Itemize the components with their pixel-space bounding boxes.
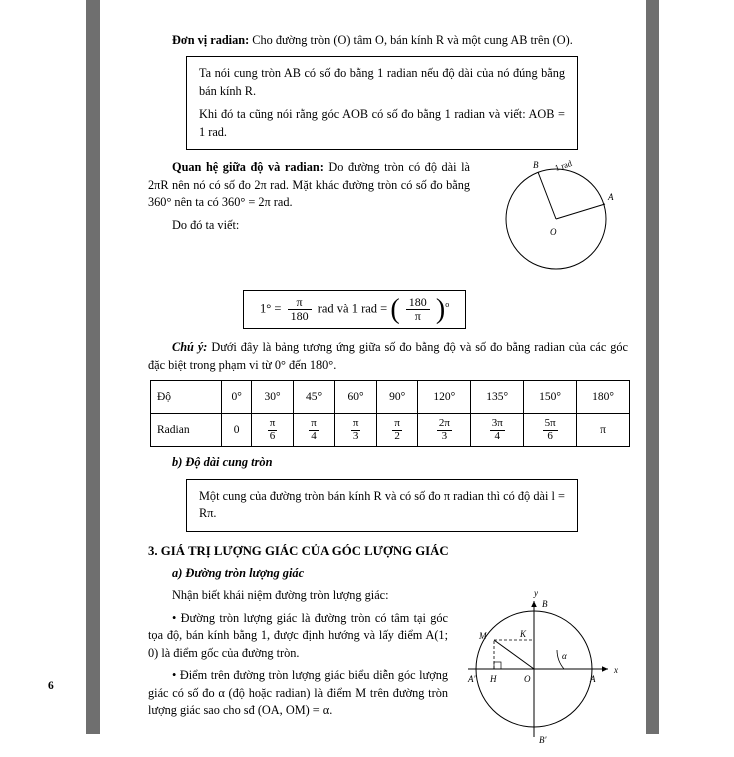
table-cell-degree: 180° [577,381,630,414]
subsection-a-title: a) Đường tròn lượng giác [172,565,305,580]
unit-circle-figure [438,583,638,755]
formula-lead: 1° = [260,301,282,316]
circle-label-B-top: B [542,599,548,610]
table-cell-degree: 150° [524,381,577,414]
trig-bullet-1: • Đường tròn lượng giác là đường tròn có tâm tại góc tọa độ, bán kính bằng 1, được định hướng và lấy điểm A(1; 0) là điểm gốc của đường tròn. [148,610,448,660]
page-margin-left [0,0,86,734]
table-cell-degree: 0° [222,381,252,414]
circle-label-B: B [533,160,539,171]
table-cell-radian [293,414,335,447]
table-cell-degree: 45° [293,381,335,414]
table-cell-radian [222,414,252,447]
table-cell-radian-num: π [311,417,317,430]
paragraph-radian-definition [148,32,628,49]
table-cell-radian [335,414,377,447]
trig-text-column [148,587,448,719]
term-note: Chú ý: [172,340,208,355]
table-cell-radian-value: π [600,424,606,437]
trig-lead-text: Nhận biết khái niệm đường tròn lượng giác: [172,588,389,603]
definition-box-1 [186,56,578,150]
term-relation: Quan hệ giữa độ và radian: [172,160,324,175]
definition-box-1-line-1: Ta nói cung tròn AB có số đo bằng 1 radian nếu độ dài của nó đúng bằng bán kính R. [199,66,565,98]
table-cell-radian-den: 4 [309,430,319,443]
table-cell-radian [524,414,577,447]
table-cell-degree: 60° [335,381,377,414]
relation-text: Do đường tròn có độ dài là 2πR nên nó có số đo 2π rad. Mặt khác đường tròn có số đo bằng 360° nên ta có 360° = 2π rad. [148,160,470,210]
axis-label-y: y [534,588,538,599]
relation-section [148,159,628,284]
table-cell-radian-den: 3 [437,430,452,443]
table-cell-radian-den: 4 [490,430,505,443]
circle-label-K: K [520,629,527,640]
table-cell-radian [252,414,294,447]
subsection-b-title: b) Độ dài cung tròn [172,455,273,470]
circle-label-A-right: A [590,674,596,685]
formula-mid: rad và 1 rad = [317,301,388,316]
table-cell-radian-den: 6 [268,430,278,443]
page-content [100,0,646,746]
circle-figure [494,155,634,285]
trig-bullet-2: • Điểm trên đường tròn lượng giác biểu diễn góc lượng giác có số đo α (độ hoặc radian) là điểm M trên đường tròn lượng giác sao cho sđ (OA, OM) = α. [148,668,448,718]
table-cell-radian [577,414,630,447]
table-cell-radian-den: 6 [543,430,558,443]
table-row-degrees [151,381,630,414]
table-cell-radian-num: 3π [491,417,503,430]
table-cell-radian [376,414,418,447]
term-radian-unit: Đơn vị radian: [172,33,250,47]
formula-box [243,290,466,329]
definition-box-2-line-1: Một cung của đường tròn bán kính R và có số đo π radian thì có độ dài l = Rπ. [199,488,565,521]
relation-text-column [148,159,470,234]
formula-fraction-2 [406,296,430,323]
paragraph-write-lead: Do đó ta viết: [172,217,240,232]
circle-label-B-prime: B' [539,735,547,746]
circle-label-O: O [550,227,557,238]
axis-label-x: x [614,665,618,676]
table-cell-radian-num: π [394,417,400,430]
circle-label-M: M [479,631,487,642]
circle-label-O: O [524,674,531,685]
table-cell-radian [418,414,471,447]
formula-fraction-1-num: π [296,295,303,310]
section-3-title: 3. GIÁ TRỊ LƯỢNG GIÁC CỦA GÓC LƯỢNG GIÁC [148,543,449,558]
table-cell-degree: 90° [376,381,418,414]
table-cell-radian-den: 2 [392,430,402,443]
formula-paren-close: ) [435,293,446,325]
note-text: Dưới đây là bảng tương ứng giữa số đo bằng độ và số đo bằng radian của các góc đặc biệt trong phạm vi từ 0° đến 180°. [148,340,628,372]
degree-radian-table [150,380,630,447]
formula-fraction-1-den: 180 [288,309,312,323]
circle-label-arc: 1 rad [553,158,574,174]
definition-box-1-line-2: Khi đó ta cũng nói rằng góc AOB có số đo bằng 1 radian và viết: AOB = 1 rad. [199,107,565,139]
book-binding-bar-right [646,0,659,734]
definition-box-2 [186,479,578,532]
circle-label-A-prime: A' [468,674,476,685]
page-margin-right [659,0,734,734]
paragraph-note [148,339,628,374]
table-cell-radian-value: 0 [233,424,240,437]
formula-fraction-2-den: π [406,309,430,323]
paragraph-relation [148,159,470,211]
formula-paren-open: ( [390,293,400,325]
table-cell-radian-num: 2π [438,417,450,430]
table-row-label-degree: Độ [151,381,222,414]
table-cell-radian-num: π [269,417,276,430]
page-number: 6 [48,680,54,692]
table-cell-radian [471,414,524,447]
formula-fraction-2-num: 180 [408,295,427,310]
formula-fraction-1 [288,296,312,323]
circle-label-alpha: α [562,651,567,662]
circle-label-H: H [490,674,497,685]
circle-label-A: A [608,192,614,203]
formula-degree-superscript: o [445,300,450,310]
trig-section [148,587,628,757]
table-cell-radian-num: π [352,417,359,430]
table-cell-degree: 135° [471,381,524,414]
table-cell-degree: 120° [418,381,471,414]
table-cell-radian-num: 5π [544,417,556,430]
radian-definition-text: Cho đường tròn (O) tâm O, bán kính R và một cung AB trên (O). [249,33,573,47]
table-row-radians [151,414,630,447]
table-row-label-radian: Radian [151,414,222,447]
table-cell-radian-den: 3 [351,430,361,443]
book-binding-bar-left [86,0,100,734]
table-cell-degree: 30° [252,381,294,414]
